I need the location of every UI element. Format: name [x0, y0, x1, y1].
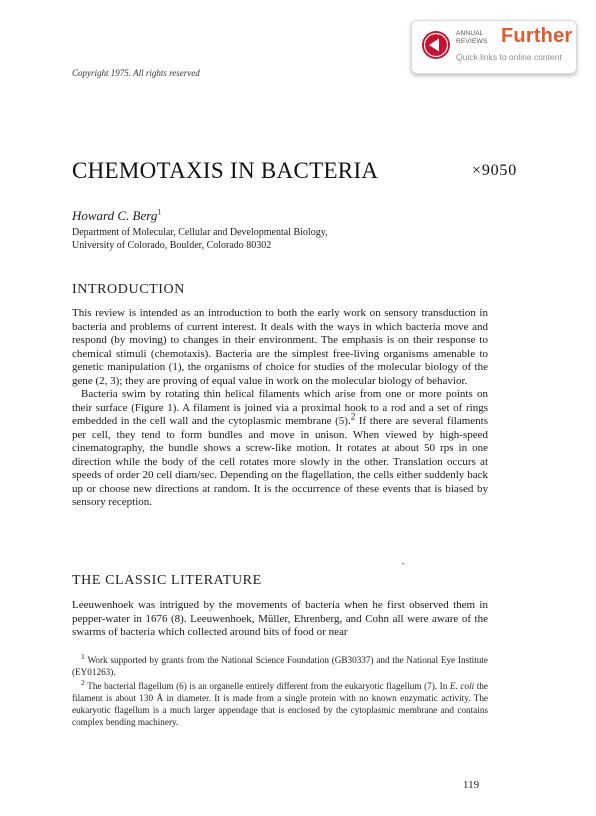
banner-small-line1: ANNUAL — [456, 30, 484, 37]
quick-links-label: Quick links to online content — [456, 52, 562, 62]
copyright-notice: Copyright 1975. All rights reserved — [72, 68, 200, 78]
footnote-2-mark: 2 — [350, 411, 356, 422]
footnote-1 — [72, 651, 488, 679]
scan-speck — [402, 563, 404, 564]
footnotes — [72, 651, 488, 730]
intro-paragraph-2 — [72, 388, 488, 510]
intro-paragraph-2-part-b: If there are several filaments per cell, they tend to form bundles and move in unison. When viewed by high-speed cinematography, the bundle shows a screw-like motion. It rotates at about 50 rps in one direction while the body of the cell rotates more slowly in the other. Translation occurs at speeds of order 20 cell diam/sec. Depending on the flagellation, the cells either suddenly back up or choose new directions at random. It is the occurrence of these events that is biased by sensory reception. — [72, 415, 488, 508]
banner-small-line2: REVIEWS — [456, 37, 488, 45]
section-heading-classic-literature: THE CLASSIC LITERATURE — [72, 573, 262, 588]
footnote-2 — [72, 677, 488, 729]
footnote-2-mark-foot: 2 — [81, 677, 85, 687]
footnote-2-text-b: the filament is about 130 Å in diameter. It is made from a single protein with no known enzymatic activity. The eukaryotic flagellum is a much larger appendage that is enclosed by the cytoplasmic membrane and contains complex bending machinery. — [72, 680, 488, 728]
footnote-1-mark: 1 — [81, 651, 85, 661]
footnote-1-text: Work supported by grants from the National Science Foundation (GB30337) and the National Eye Institute (EY01263). — [72, 655, 488, 678]
affiliation-line-1: Department of Molecular, Cellular and Developmental Biology, — [72, 227, 328, 238]
intro-paragraph-2-part-a: Bacteria swim by rotating thin helical filaments which arise from one or more points on their surface (Figure 1). A filament is joined via a proximal hook to a rod and a set of rings embedded in the cell wall and the cytoplasmic membrane (5). — [72, 388, 488, 427]
author-line — [72, 208, 161, 224]
affiliation-line-2: University of Colorado, Boulder, Colorado 80302 — [72, 240, 272, 251]
back-arrow-icon — [421, 30, 451, 60]
further-links-banner[interactable] — [411, 20, 577, 74]
author-name: Howard C. Berg — [72, 208, 158, 223]
section-heading-introduction: INTRODUCTION — [72, 282, 185, 297]
classic-literature-body — [72, 599, 488, 640]
footnote-2-text-a: The bacterial flagellum (6) is an organelle entirely different from the eukaryotic flagellum (7). In — [84, 680, 450, 691]
author-footnote-mark: 1 — [157, 207, 162, 217]
footnote-2-species: E. coli — [449, 680, 475, 691]
page-number: 119 — [463, 779, 480, 791]
article-title: CHEMOTAXIS IN BACTERIA — [72, 158, 379, 183]
introduction-body — [72, 307, 488, 510]
intro-paragraph-1: This review is intended as an introduction to both the early work on sensory transduction in bacteria and problems of current interest. It deals with the ways in which bacteria move and respond (by moving) to changes in their environment. The emphasis is on their response to chemical stimuli (chemotaxis). Bacteria are the simplest free-living organisms amenable to genetic manipulation (1), the organisms of choice for studies of the molecular biology of the gene (2, 3); they are proving of equal value in work on the molecular biology of behavior. — [72, 307, 488, 387]
article-code: ×9050 — [472, 162, 518, 179]
classic-paragraph-1: Leeuwenhoek was intrigued by the movements of bacteria when he first observed them in pepper-water in 1676 (8). Leeuwenhoek, Müller, Ehrenberg, and Cohn all were aware of the swarms of bacteria which collected around bits of food or near — [72, 599, 488, 638]
annual-reviews-label — [456, 30, 506, 45]
further-label: Further — [501, 25, 573, 47]
